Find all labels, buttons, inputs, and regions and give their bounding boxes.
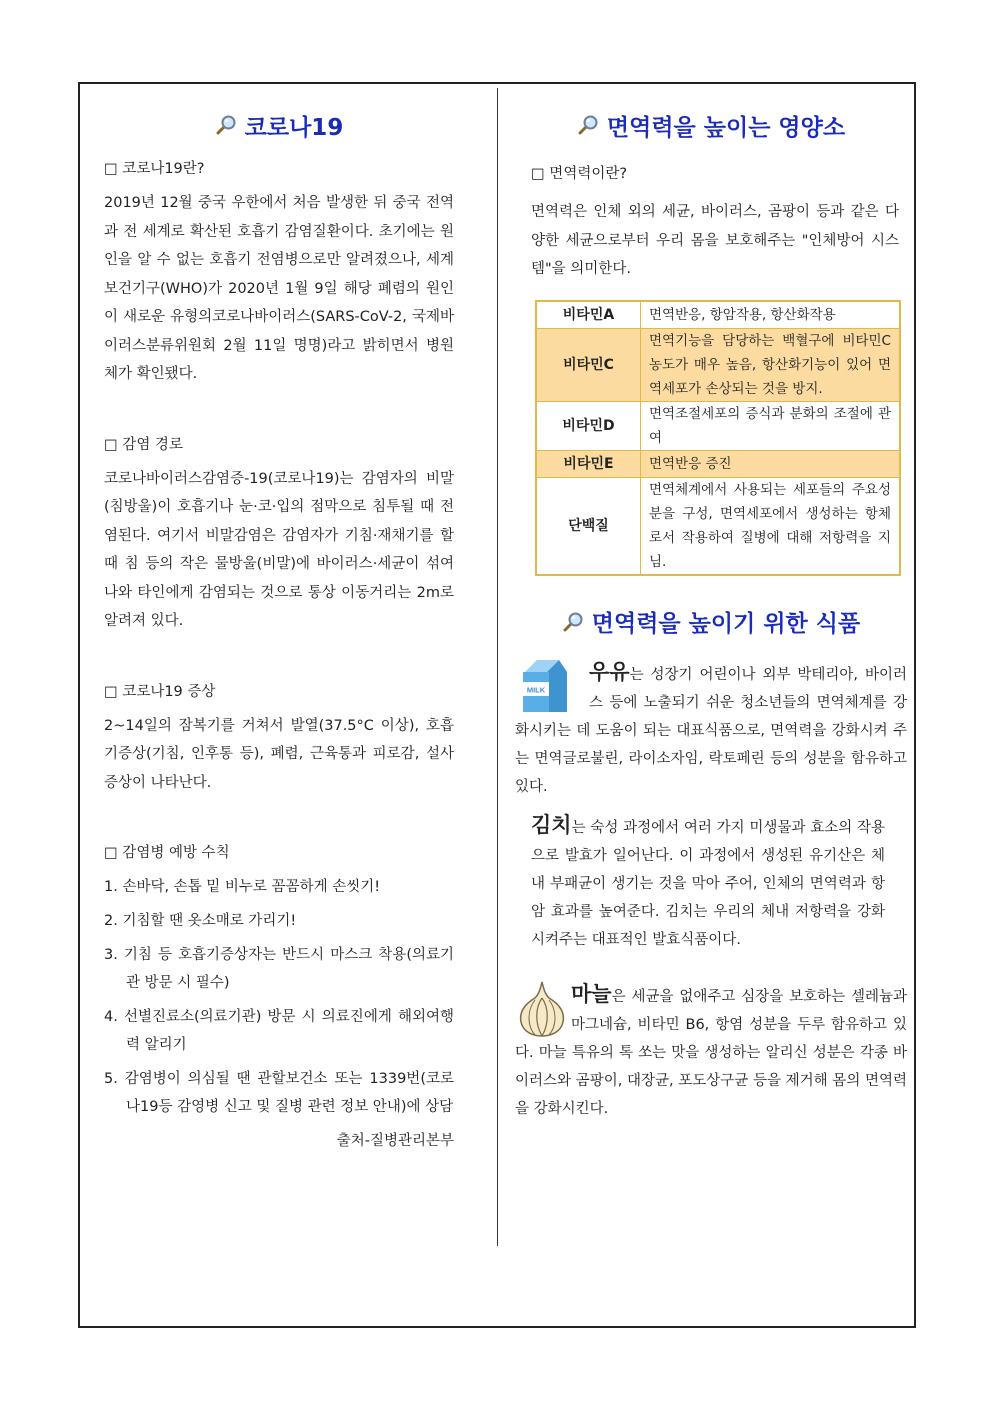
prevention-rule: 5. 감염병이 의심될 땐 관할보건소 또는 1339번(코로나19등 감영병 신고 및 질병 관련 정보 안내)에 상담 [104,1071,454,1115]
heading-immunity: □ 면역력이란? [531,166,628,182]
right-column [515,105,907,1123]
milk-carton-icon [515,658,585,716]
section-title-foods [515,602,907,642]
prevention-rule: 4. 선별진료소(의료기관) 방문 시 의료진에게 해외여행력 알리기 [104,1009,454,1053]
paragraph-infection-route: 코로나바이러스감염증-19(코로나19)는 감염자의 비말(침방울)이 호흡기나 눈·코·입의 점막으로 침투될 때 전염된다. 여기서 비말감염은 감염자가 기침·재채기를 할 때 침 등의 작은 물방울(비말)에 바이러스·세균이 섞여 나와 타인에게 감염되는 것으로 통상 이동거리는 2m로 알려져 있다. [104,470,454,629]
food-milk [515,658,907,801]
nutrient-name: 비타민A [536,301,641,329]
nutrient-table [535,300,901,576]
nutrient-desc: 면역반응 증진 [641,450,901,477]
section-title-text: 코로나19 [244,114,344,141]
nutrient-desc: 면역조절세포의 증식과 분화의 조절에 관여 [641,401,901,450]
food-desc-garlic: 은 세균을 없애주고 심장을 보호하는 셀레늄과 마그네슘, 비타민 B6, 항염 성분을 두루 함유하고 있다. 마늘 특유의 톡 쏘는 맛을 생성하는 알리신 성분은 각종 바이러스와 곰팡이, 대장균, 포도상구균 등을 제거해 몸의 면역력을 강화시킨다. [515,988,907,1117]
section-title-text: 면역력을 높이는 영양소 [606,114,846,141]
magnifier-icon [562,611,584,633]
table-row [536,328,900,401]
section-title-text: 면역력을 높이기 위한 식품 [591,611,861,637]
source-note: 출처-질병관리본부 [336,1133,454,1149]
heading-infection-route: □ 감염 경로 [104,436,183,453]
food-kimchi [515,811,907,954]
food-name-milk: 우유 [589,659,630,684]
paragraph-symptoms: 2~14일의 잠복기를 거쳐서 발열(37.5°C 이상), 호흡기증상(기침, 인후통 등), 폐렴, 근육통과 피로감, 설사 증상이 나타난다. [104,717,454,791]
food-desc-milk: 는 성장기 어린이나 외부 박테리아, 바이러스 등에 노출되기 쉬운 청소년들의 면역체계를 강화시키는 데 도움이 되는 대표식품으로, 면역력을 강화시켜 주는 면역글로불린, 라이소자임, 락토페린 등의 성분을 함유하고 있다. [515,666,907,795]
table-row [536,401,900,450]
table-row [536,450,900,477]
prevention-rule: 1. 손바닥, 손톱 밑 비누로 꼼꼼하게 손씻기! [104,879,381,895]
heading-prevention: □ 감염병 예방 수칙 [104,845,230,861]
nutrient-desc: 면역체계에서 사용되는 세포들의 주요성분을 구성, 면역세포에서 생성하는 항체로서 작용하여 질병에 대해 저항력을 지님. [641,477,901,575]
prevention-rule: 2. 기침할 땐 옷소매로 가리기! [104,913,297,929]
nutrient-name: 비타민E [536,450,641,477]
heading-what-is-covid: □ 코로나19란? [104,161,205,177]
section-title-nutrients [515,105,907,145]
nutrient-name: 비타민D [536,401,641,450]
nutrient-desc: 면역기능을 담당하는 백혈구에 비타민C 농도가 매우 높음, 항산화기능이 있어 면역세포가 손상되는 것을 방지. [641,328,901,401]
food-name-garlic: 마늘 [571,981,612,1006]
magnifier-icon [215,114,237,136]
nutrient-name: 단백질 [536,477,641,575]
garlic-icon [515,980,569,1038]
section-title-covid [104,105,454,145]
left-column [104,105,454,1155]
food-desc-kimchi: 는 숙성 과정에서 여러 가지 미생물과 효소의 작용으로 발효가 일어난다. 이 과정에서 생성된 유기산은 체내 부패균이 생기는 것을 막아 주어, 인체의 면역력과 항암 효과를 높여준다. 김치는 우리의 체내 저항력을 강화시켜주는 대표적인 발효식품이다. [531,819,885,948]
table-row [536,301,900,329]
prevention-rule: 3. 기침 등 호흡기증상자는 반드시 마스크 착용(의료기관 방문 시 필수) [104,947,454,991]
paragraph-what-is-covid: 2019년 12월 중국 우한에서 처음 발생한 뒤 중국 전역과 전 세계로 확산된 호흡기 감염질환이다. 초기에는 원인을 알 수 없는 호흡기 전염병으로만 알려졌으나, 세계보건기구(WHO)가 2020년 1월 9일 해당 폐렴의 원인이 새로운 유형의코로나바이러스(SARS-CoV-2, 국제바이러스분류위원회 2월 11일 명명)라고 밝히면서 병원체가 확인됐다. [104,195,454,382]
table-row [536,477,900,575]
magnifier-icon [577,114,599,136]
paragraph-immunity: 면역력은 인체 외의 세균, 바이러스, 곰팡이 등과 같은 다양한 세균으로부터 우리 몸을 보호해주는 "인체방어 시스템"을 의미한다. [531,204,899,277]
milk-label: MILK [526,685,546,694]
nutrient-name: 비타민C [536,328,641,401]
nutrient-desc: 면역반응, 항암작용, 항산화작용 [641,301,901,329]
food-name-kimchi: 김치 [531,812,572,837]
food-garlic [515,980,907,1123]
heading-symptoms: □ 코로나19 증상 [104,683,216,700]
column-divider [497,88,498,1246]
